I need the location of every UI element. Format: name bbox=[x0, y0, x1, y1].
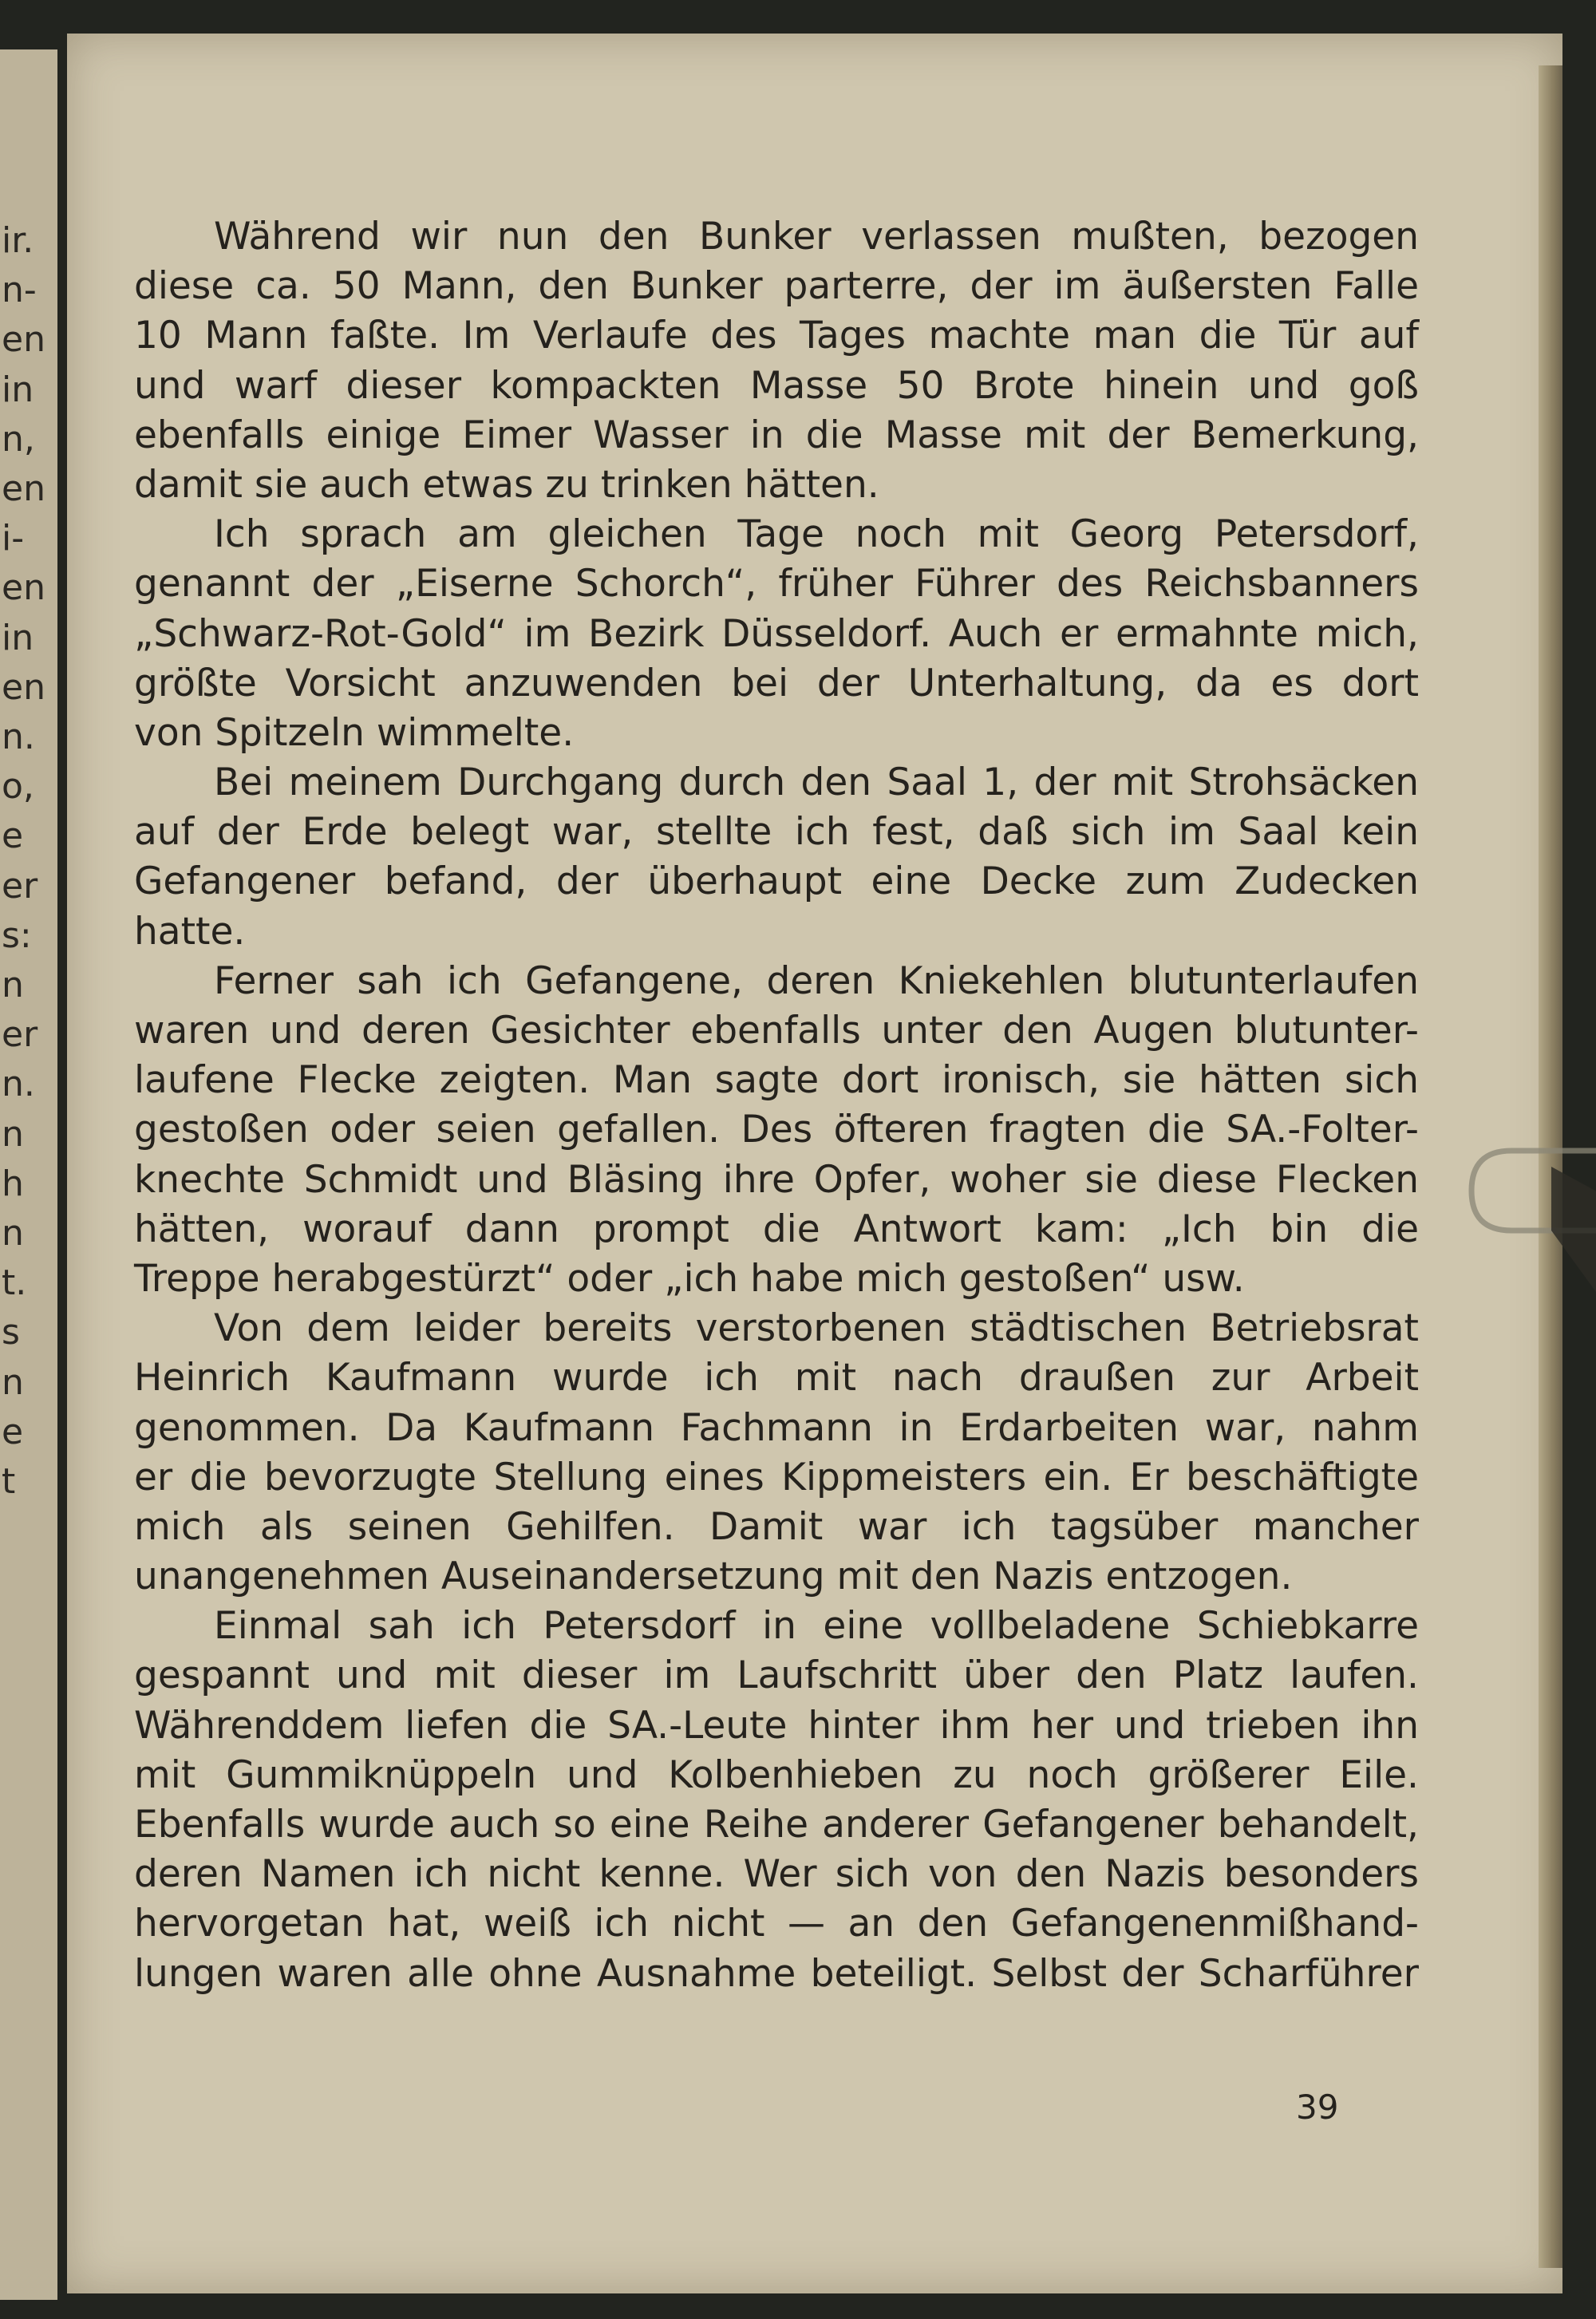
text-line: Währenddem liefen die SA.-Leute hinter ihm her und trieben ihn bbox=[134, 1703, 1419, 1748]
text-line: Von dem leider bereits verstorbenen städtischen Betriebsrat bbox=[214, 1306, 1419, 1351]
text-line: auf der Erde belegt war, stellte ich fest, daß sich im Saal kein bbox=[134, 810, 1419, 855]
text-line: Gefangener befand, der überhaupt eine Decke zum Zudecken bbox=[134, 859, 1419, 904]
text-line: gestoßen oder seien gefallen. Des öfteren fragten die SA.-Folter- bbox=[134, 1108, 1419, 1152]
text-line: Ebenfalls wurde auch so eine Reihe anderer Gefangener behandelt, bbox=[134, 1803, 1419, 1847]
text-line: von Spitzeln wimmelte. bbox=[134, 710, 575, 755]
margin-fragment: n, bbox=[2, 418, 35, 460]
text-line: Ferner sah ich Gefangene, deren Kniekehlen blutunterlaufen bbox=[214, 958, 1419, 1003]
text-line: Einmal sah ich Petersdorf in eine vollbeladene Schiebkarre bbox=[214, 1604, 1419, 1649]
text-line: unangenehmen Auseinandersetzung mit den Nazis entzogen. bbox=[134, 1555, 1293, 1599]
text-line: 10 Mann faßte. Im Verlaufe des Tages machte man die Tür auf bbox=[134, 314, 1419, 358]
text-line: Bei meinem Durchgang durch den Saal 1, der mit Strohsäcken bbox=[214, 760, 1419, 805]
text-line: gespannt und mit dieser im Laufschritt über den Platz laufen. bbox=[134, 1653, 1419, 1698]
margin-fragment: n. bbox=[2, 717, 35, 757]
text-line: hervorgetan hat, weiß ich nicht — an den Gefangenenmißhand- bbox=[134, 1902, 1419, 1946]
text-line: waren und deren Gesichter ebenfalls unter den Augen blutunter- bbox=[134, 1009, 1419, 1053]
text-line: Ich sprach am gleichen Tage noch mit Georg Petersdorf, bbox=[214, 512, 1419, 557]
margin-fragment: s bbox=[2, 1312, 20, 1353]
margin-fragment: o, bbox=[2, 766, 34, 808]
margin-fragment: in bbox=[2, 617, 34, 658]
text-line: Heinrich Kaufmann wurde ich mit nach draußen zur Arbeit bbox=[134, 1356, 1419, 1400]
text-line: mit Gummiknüppeln und Kolbenhieben zu noch größerer Eile. bbox=[134, 1752, 1419, 1797]
text-line: genannt der „Eiserne Schorch“, früher Führer des Reichsbanners bbox=[134, 562, 1419, 606]
text-line: knechte Schmidt und Bläsing ihre Opfer, woher sie diese Flecken bbox=[134, 1157, 1419, 1202]
margin-fragment: in bbox=[2, 369, 34, 410]
text-line: „Schwarz-Rot-Gold“ im Bezirk Düsseldorf. Auch er ermahnte mich, bbox=[134, 611, 1419, 656]
text-line: lungen waren alle ohne Ausnahme beteiligt. Selbst der Scharführer bbox=[134, 1951, 1419, 1996]
margin-fragment: er bbox=[2, 865, 38, 907]
body-text bbox=[134, 212, 1419, 1999]
margin-fragment: e bbox=[2, 1411, 24, 1452]
text-line: Treppe herabgestürzt“ oder „ich habe mich gestoßen“ usw. bbox=[134, 1256, 1245, 1301]
margin-fragment: n- bbox=[2, 270, 37, 311]
text-line: hätten, worauf dann prompt die Antwort kam: „Ich bin die bbox=[134, 1207, 1419, 1251]
margin-fragment: n bbox=[2, 965, 24, 1005]
text-line: und warf dieser kompackten Masse 50 Brote hinein und goß bbox=[134, 363, 1419, 408]
text-line: laufene Flecke zeigten. Man sagte dort ironisch, sie hätten sich bbox=[134, 1058, 1419, 1103]
margin-fragment: e bbox=[2, 816, 24, 857]
book-page bbox=[67, 34, 1562, 2293]
margin-fragment: er bbox=[2, 1014, 38, 1056]
margin-fragment: en bbox=[2, 567, 45, 609]
text-line: Während wir nun den Bunker verlassen mußten, bezogen bbox=[214, 215, 1419, 259]
margin-fragment: t bbox=[2, 1461, 16, 1502]
text-line: deren Namen ich nicht kenne. Wer sich von den Nazis besonders bbox=[134, 1852, 1419, 1897]
margin-fragment: en bbox=[2, 319, 45, 361]
text-line: größte Vorsicht anzuwenden bei der Unterhaltung, da es dort bbox=[134, 661, 1419, 705]
margin-fragment: en bbox=[2, 468, 45, 509]
margin-fragment: ir. bbox=[2, 220, 34, 261]
margin-fragment: en bbox=[2, 666, 45, 708]
text-line: er die bevorzugte Stellung eines Kippmeisters ein. Er beschäftigte bbox=[134, 1455, 1419, 1499]
text-line: mich als seinen Gehilfen. Damit war ich tagsüber mancher bbox=[134, 1504, 1419, 1549]
text-line: diese ca. 50 Mann, den Bunker parterre, der im äußersten Falle bbox=[134, 264, 1419, 309]
margin-fragment: n bbox=[2, 1213, 24, 1254]
margin-fragment: t. bbox=[2, 1262, 27, 1304]
margin-fragment: n bbox=[2, 1361, 24, 1403]
margin-fragment: h bbox=[2, 1163, 24, 1204]
previous-page-strip bbox=[0, 49, 57, 2300]
margin-fragment: s: bbox=[2, 915, 32, 956]
margin-fragment: n. bbox=[2, 1064, 35, 1105]
paper-clip-icon bbox=[1456, 1119, 1596, 1318]
page-number: 39 bbox=[1296, 2088, 1339, 2127]
text-line: damit sie auch etwas zu trinken hätten. bbox=[134, 462, 879, 507]
margin-fragment: i- bbox=[2, 518, 25, 559]
text-line: ebenfalls einige Eimer Wasser in die Masse mit der Bemerkung, bbox=[134, 413, 1419, 457]
text-line: hatte. bbox=[134, 909, 246, 954]
margin-fragment: n bbox=[2, 1113, 24, 1155]
text-line: genommen. Da Kaufmann Fachmann in Erdarbeiten war, nahm bbox=[134, 1405, 1419, 1450]
